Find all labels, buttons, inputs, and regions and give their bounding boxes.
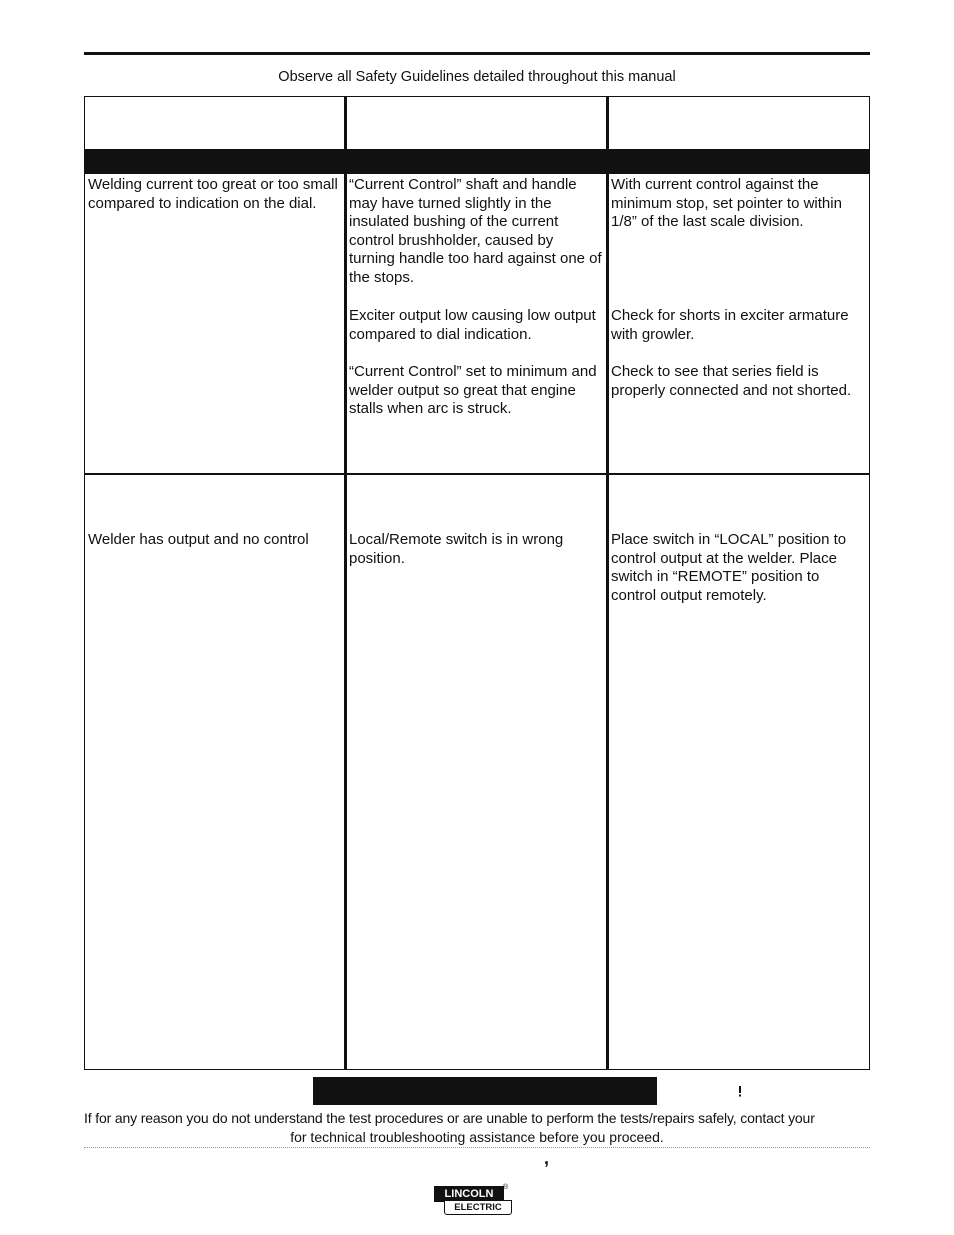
problem-cell: Welder has output and no control [88,531,309,548]
footer-rule [84,1147,870,1148]
troubleshooting-table [84,96,870,1070]
cause-cell: Exciter output low causing low output compared to dial indication. [349,307,596,343]
row-divider [85,473,869,475]
logo-registered-mark: ® [503,1184,509,1191]
cause-cell: Local/Remote switch is in wrong position. [349,531,564,567]
logo-bottom: ELECTRIC [444,1200,512,1215]
warning-bar [313,1077,657,1105]
warning-text-continued: for technical troubleshooting assistance before you proceed. [290,1129,664,1145]
logo-top: LINCOLN [434,1186,504,1202]
table-section-bar [85,149,869,174]
lincoln-electric-logo [432,1184,514,1216]
action-cell: Check for shorts in exciter armature with growler. [611,307,849,343]
action-cell: Check to see that series field is properly connected and not shorted. [611,363,852,399]
safety-note: Observe all Safety Guidelines detailed throughout this manual [278,69,676,85]
column-divider [606,97,609,1069]
cause-cell: “Current Control” set to minimum and welder output so great that engine stalls when arc is struck. [349,363,597,418]
warning-triangle-icon [730,1080,750,1100]
footer-comma: , [544,1148,550,1168]
action-cell: With current control against the minimum stop, set pointer to within 1/8” of the last scale division. [611,176,842,231]
problem-cell: Welding current too great or too small compared to indication on the dial. [88,176,338,212]
cause-cell: “Current Control” shaft and handle may have turned slightly in the insulated bushing of the current control brushholder, caused by turning handle too hard against one of the stops. [349,176,602,286]
top-rule [84,52,870,55]
column-divider [344,97,347,1069]
warning-text: If for any reason you do not understand the test procedures or are unable to perform the tests/repairs safely, contact your [84,1110,815,1126]
action-cell: Place switch in “LOCAL” position to control output at the welder. Place switch in “REMOTE” position to control output remotely. [611,531,847,604]
